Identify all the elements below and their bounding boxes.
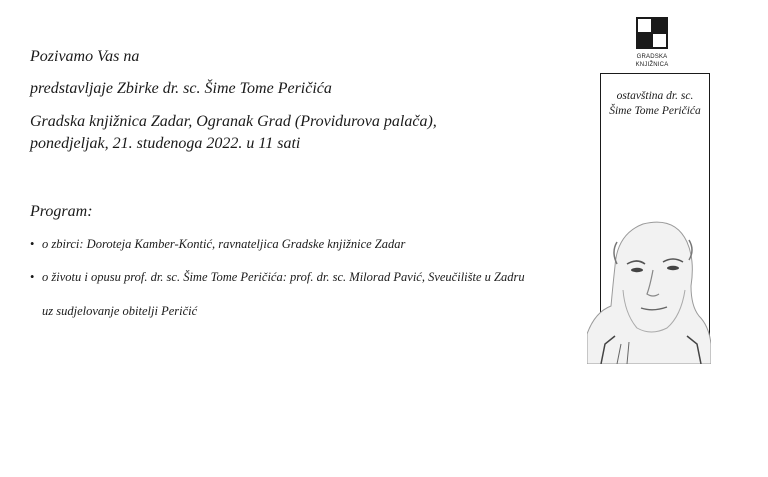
legacy-caption xyxy=(601,89,709,119)
list-item xyxy=(30,269,525,302)
program-title: Program: xyxy=(30,203,93,220)
event-title: predstavljaje Zbirke dr. sc. Šime Tome Peričića xyxy=(30,80,332,97)
library-logo xyxy=(620,17,684,81)
checkerboard-icon xyxy=(636,17,668,49)
venue: Gradska knjižnica Zadar, Ogranak Grad (Providurova palača), xyxy=(30,113,437,130)
legacy-line1: ostavština dr. sc. xyxy=(616,90,694,102)
list-item xyxy=(30,236,525,269)
legacy-line2: Šime Tome Peričića xyxy=(609,105,701,117)
program-item-text: o zbirci: Doroteja Kamber-Kontić, ravnateljica Gradske knjižnice Zadar xyxy=(42,237,406,251)
portrait-panel xyxy=(600,73,710,364)
date-time: ponedjeljak, 21. studenoga 2022. u 11 sati xyxy=(30,135,301,152)
portrait-photo xyxy=(587,194,711,364)
program-list xyxy=(30,236,525,302)
program-extra: uz sudjelovanje obitelji Peričić xyxy=(42,304,198,318)
bullet-icon: • xyxy=(30,270,35,284)
greeting: Pozivamo Vas na xyxy=(30,48,140,65)
logo-name-line1: GRADSKA KNJIŽNICA xyxy=(635,54,669,68)
program-item-text: o životu i opusu prof. dr. sc. Šime Tome Peričića: prof. dr. sc. Milorad Pavić, Sveučilište u Zadru xyxy=(42,270,525,284)
bullet-icon: • xyxy=(30,237,35,251)
